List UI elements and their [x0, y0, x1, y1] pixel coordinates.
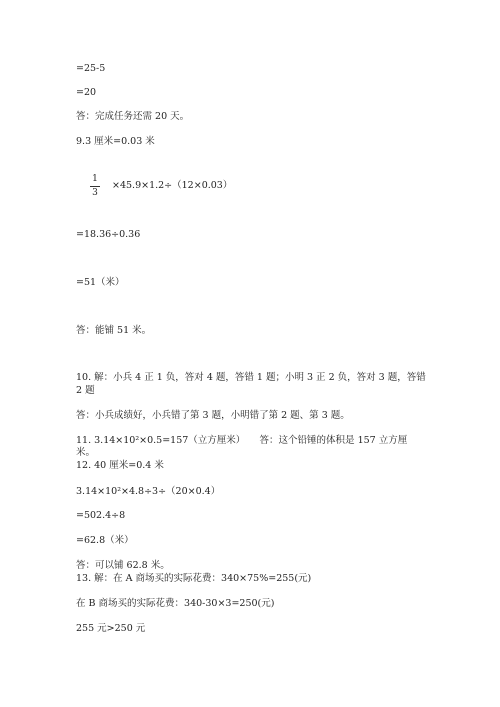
- question-11-solution-cont: 米。: [76, 447, 96, 458]
- calc-line: 在 B 商场买的实际花费：340-30×3=250(元): [76, 598, 275, 609]
- calc-line: ×45.9×1.2÷（12×0.03）: [112, 180, 233, 191]
- calc-line: =502.4÷8: [76, 510, 126, 521]
- calc-line: =18.36÷0.36: [76, 229, 141, 240]
- calc-line: =25-5: [76, 63, 106, 74]
- question-12-heading: 12. 40 厘米=0.4 米: [76, 460, 164, 471]
- question-10-solution: 10. 解：小兵 4 正 1 负，答对 4 题，答错 1 题；小明 3 正 2 负，答对 3 题，答错: [76, 372, 426, 383]
- answer-line: 答：可以铺 62.8 米。: [76, 560, 170, 571]
- calc-line: =20: [76, 87, 97, 98]
- question-10-solution-cont: 2 题: [76, 385, 95, 396]
- calc-line: 3.14×10²×4.8÷3÷（20×0.4）: [76, 486, 221, 497]
- question-13-solution: 13. 解：在 A 商场买的实际花费：340×75%=255(元): [76, 573, 312, 584]
- fraction-one-third: [90, 174, 100, 199]
- calc-line: =62.8（米）: [76, 535, 134, 546]
- calc-line: =51（米）: [76, 277, 125, 288]
- fraction-bar: [90, 186, 100, 187]
- answer-line: 答：小兵成绩好，小兵错了第 3 题，小明错了第 2 题、第 3 题。: [76, 410, 350, 421]
- fraction-denominator: 3: [92, 188, 98, 198]
- question-9-heading: 9.3 厘米=0.03 米: [76, 136, 155, 147]
- answer-line: 答：完成任务还需 20 天。: [76, 111, 190, 122]
- fraction-numerator: 1: [92, 174, 98, 184]
- answer-line: 答：能铺 51 米。: [76, 325, 152, 336]
- comparison-line: 255 元>250 元: [76, 623, 146, 634]
- question-11-solution: 11. 3.14×10²×0.5=157（立方厘米） 答：这个铅锤的体积是 157 立方厘: [76, 435, 408, 446]
